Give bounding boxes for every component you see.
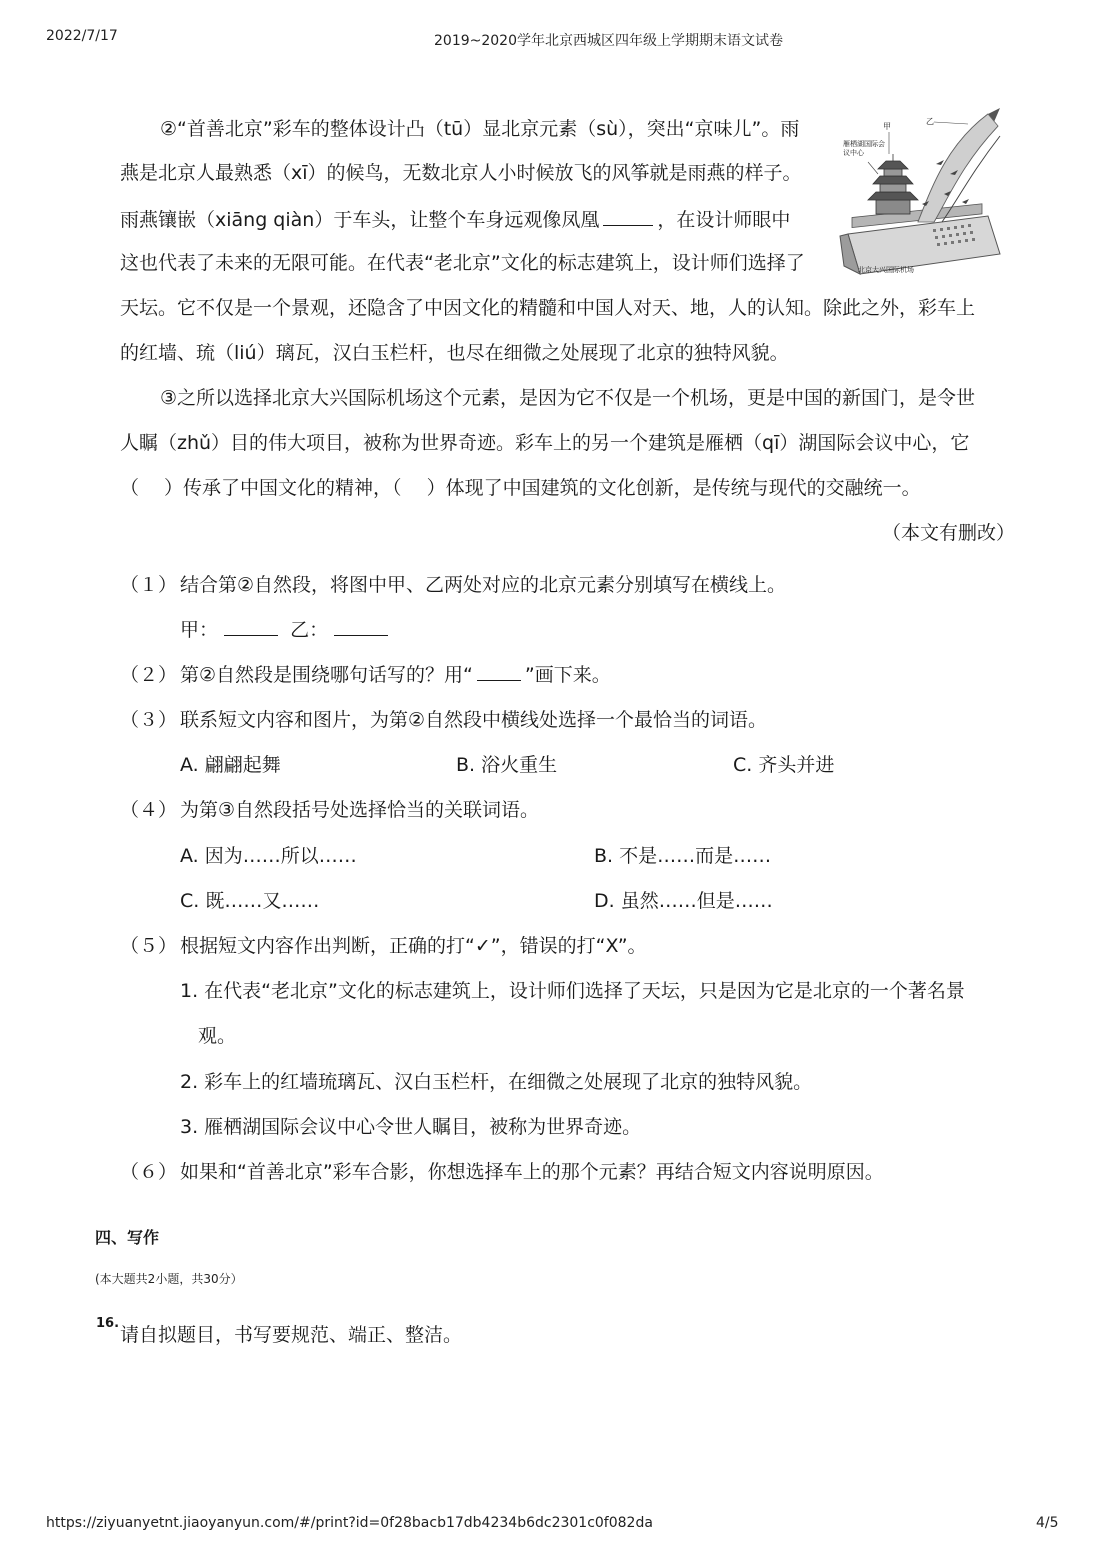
question-text: 联系短文内容和图片，为第②自然段中横线处选择一个最恰当的词语。	[180, 709, 768, 731]
question-number: （１）	[120, 574, 178, 596]
passage-line: 的红墙、琉（liú）璃瓦，汉白玉栏杆，也尽在细微之处展现了北京的独特风貌。	[120, 342, 789, 364]
option-b: B. 不是……而是……	[594, 845, 772, 867]
fill-blank	[477, 664, 521, 681]
question-text: 如果和“首善北京”彩车合影，你想选择车上的那个元素？再结合短文内容说明原因。	[180, 1161, 884, 1183]
question-text: 结合第②自然段，将图中甲、乙两处对应的北京元素分别填写在横线上。	[180, 574, 787, 596]
source-url[interactable]: https://ziyuanyetnt.jiaoyanyun.com/#/print?id=0f28bacb17db4234b6dc2301c0f082da	[46, 1515, 653, 1531]
passage-line: 雨燕镶嵌（xiāng qiàn）于车头，让整个车身远观像凤凰 ，在设计师眼中	[120, 209, 791, 231]
passage-line: 燕是北京人最熟悉（xī）的候鸟，无数北京人小时候放飞的风筝就是雨燕的样子。	[120, 162, 802, 184]
section-subtitle: (本大题共2小题，共30分）	[95, 1272, 243, 1286]
question-text: 请自拟题目，书写要规范、端正、整洁。	[120, 1324, 463, 1346]
judgement-item-cont: 观。	[198, 1025, 237, 1047]
option-d: D. 虽然……但是……	[594, 890, 773, 912]
question-text: 为第③自然段括号处选择恰当的关联词语。	[180, 799, 540, 821]
answer-line-jia: 甲： 乙：	[180, 615, 388, 642]
document-title: 2019~2020学年北京西城区四年级上学期期末语文试卷	[434, 33, 783, 49]
passage-line: 天坛。它不仅是一个景观，还隐含了中因文化的精髓和中国人对天、地，人的认知。除此之外，彩车上	[120, 297, 976, 319]
passage-line: 这也代表了未来的无限可能。在代表“老北京”文化的标志建筑上，设计师们选择了	[120, 252, 805, 274]
figure-label-yi: 乙	[926, 117, 934, 126]
option-b: B. 浴火重生	[456, 754, 558, 776]
passage-line: 人瞩（zhǔ）目的伟大项目，被称为世界奇迹。彩车上的另一个建筑是雁栖（qī）湖国际会议中心，它	[120, 432, 970, 454]
figure-label-jia: 甲	[883, 122, 891, 131]
judgement-item: 1. 在代表“老北京”文化的标志建筑上，设计师们选择了天坛，只是因为它是北京的一个著名景	[180, 980, 965, 1002]
page-number: 4/5	[1036, 1515, 1059, 1531]
parade-float-figure	[838, 104, 1006, 280]
fill-blank	[334, 619, 388, 636]
fill-blank	[224, 619, 278, 636]
passage-note: （本文有删改）	[882, 522, 1016, 544]
option-a: A. 因为……所以……	[180, 845, 357, 867]
section-title: 四、写作	[95, 1228, 160, 1247]
question-number: （２）	[120, 664, 178, 686]
print-date: 2022/7/17	[46, 28, 118, 44]
passage-line: （ ）传承了中国文化的精神，（ ）体现了中国建筑的文化创新，是传统与现代的交融统一。	[120, 477, 921, 499]
question-number: （４）	[120, 799, 178, 821]
figure-label-center: 雁栖湖国际会议中心	[843, 140, 885, 157]
option-c: C. 齐头并进	[733, 754, 835, 776]
question-number: （５）	[120, 935, 178, 957]
judgement-item: 2. 彩车上的红墙琉璃瓦、汉白玉栏杆，在细微之处展现了北京的独特风貌。	[180, 1071, 813, 1093]
question-text: 第②自然段是围绕哪句话写的？用“ ”画下来。	[180, 664, 611, 686]
question-number: 16.	[96, 1316, 120, 1331]
fill-blank	[603, 209, 653, 226]
judgement-item: 3. 雁栖湖国际会议中心令世人瞩目，被称为世界奇迹。	[180, 1116, 642, 1138]
figure-label-airport: 北京大兴国际机场	[858, 266, 914, 274]
option-c: C. 既……又……	[180, 890, 320, 912]
question-number: （６）	[120, 1161, 178, 1183]
passage-line: ③之所以选择北京大兴国际机场这个元素，是因为它不仅是一个机场，更是中国的新国门，是令世	[160, 387, 976, 409]
question-number: （３）	[120, 709, 178, 731]
passage-line: ②“首善北京”彩车的整体设计凸（tū）显北京元素（sù），突出“京味儿”。雨	[160, 118, 800, 140]
question-text: 根据短文内容作出判断，正确的打“✓”，错误的打“X”。	[180, 935, 647, 957]
option-a: A. 翩翩起舞	[180, 754, 281, 776]
